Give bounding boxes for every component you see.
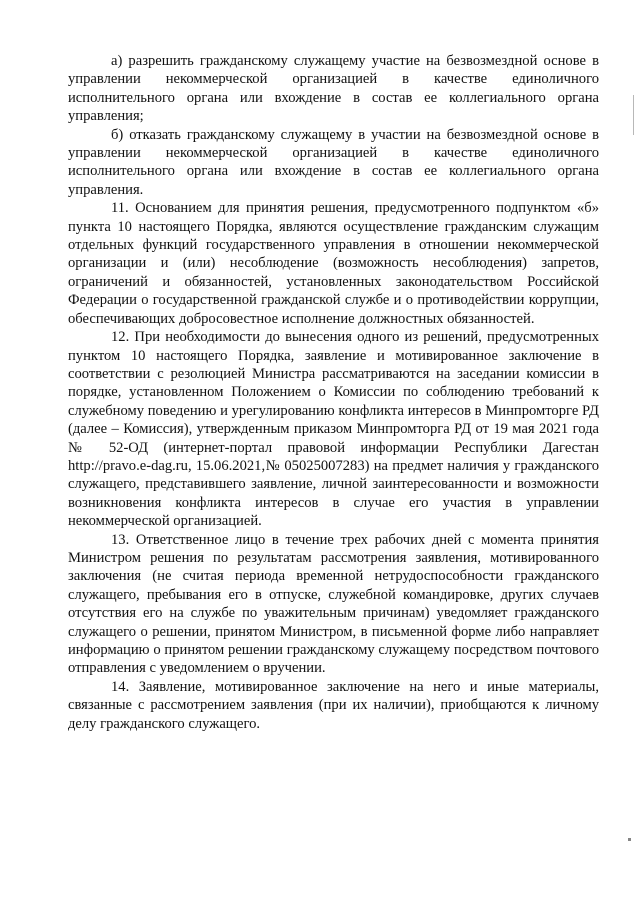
paragraph-item-11: 11. Основанием для принятия решения, предусмотренного подпунктом «б» пункта 10 настоящего Порядка, являются осуществление гражданским служащим отдельных функций государственного управления в отношении некоммерческой организации и (или) несоблюдение (возможность несоблюдения) запретов, ограничений и обязанностей, установленных законодательством Российской Федерации о государственной гражданской службе и о противодействии коррупции, обеспечивающих добросовестное исполнение должностных обязанностей. <box>68 200 599 327</box>
paragraph-option-a: а) разрешить гражданскому служащему участие на безвозмездной основе в управлении некоммерческой организацией в качестве единоличного исполнительного органа или вхождение в состав ее коллегиального органа управления; <box>68 53 599 125</box>
scan-artifact-top <box>633 95 634 135</box>
paragraph-item-13: 13. Ответственное лицо в течение трех рабочих дней с момента принятия Министром решения по результатам рассмотрения заявления, мотивированного заключения (не считая периода временной нетрудоспособности гражданского служащего, пребывания его в отпуске, служебной командировке, других случаев отсутствия его на службе по уважительным причинам) уведомляет гражданского служащего о решении, принятом Министром, в письменной форме либо направляет информацию о принятом решении гражданскому служащему посредством почтового отправления с уведомлением о вручении. <box>68 531 599 677</box>
document-body <box>68 52 599 733</box>
paragraph-item-14: 14. Заявление, мотивированное заключение на него и иные материалы, связанные с рассмотрением заявления (при их наличии), приобщаются к личному делу гражданского служащего. <box>68 678 599 732</box>
scan-artifact-bottom <box>628 838 631 841</box>
paragraph-option-b: б) отказать гражданскому служащему в участии на безвозмездной основе в управлении некоммерческой организацией в качестве единоличного исполнительного органа или вхождение в состав ее коллегиального органа управления. <box>68 126 599 198</box>
paragraph-item-12: 12. При необходимости до вынесения одного из решений, предусмотренных пунктом 10 настоящего Порядка, заявление и мотивированное заключение в соответствии с резолюцией Министра рассматриваются на заседании комиссии в порядке, установленном Положением о Комиссии по соблюдению требований к служебному поведению и урегулированию конфликта интересов в Минпромторге РД (далее – Комиссия), утвержденным приказом Минпромторга РД от 19 мая 2021 года № 52-ОД (интернет-портал правовой информации Республики Дагестан http://pravo.e-dag.ru, 15.06.2021,№ 05025007283) на предмет наличия у гражданского служащего, представившего заявление, личной заинтересованности и возможности возникновения конфликта интересов в случае его участия в управлении некоммерческой организацией. <box>68 329 599 530</box>
